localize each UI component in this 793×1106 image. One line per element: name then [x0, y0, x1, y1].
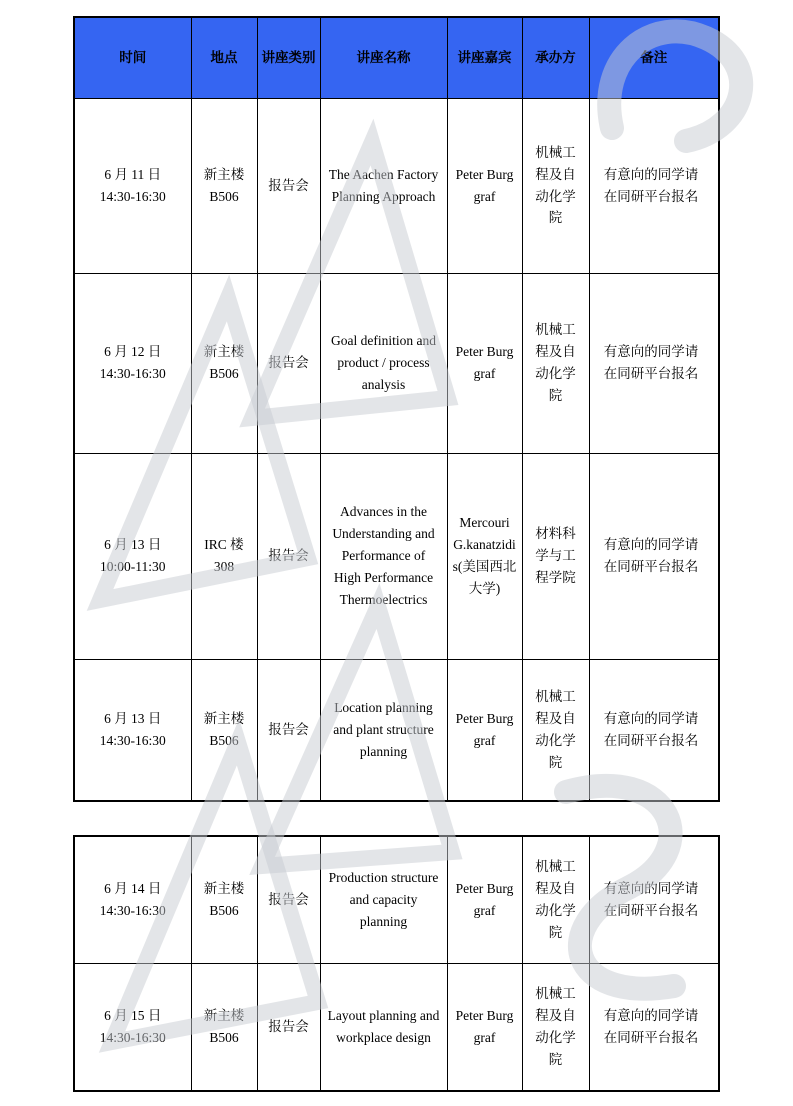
- cell-time: [74, 836, 191, 963]
- cell-title: Advances in the Understanding and Performance of High Performance Thermoelectrics: [320, 453, 447, 659]
- cell-time: [74, 98, 191, 273]
- cell-title: The Aachen Factory Planning Approach: [320, 98, 447, 273]
- time-text: 14:30-16:30: [99, 902, 166, 918]
- cell-remark: 有意向的同学请在同研平台报名: [589, 273, 719, 453]
- table-row: [74, 963, 719, 1091]
- cell-title: Location planning and plant structure planning: [320, 659, 447, 801]
- header-organizer: 承办方: [522, 17, 589, 98]
- lecture-schedule-table-1: [73, 16, 720, 802]
- time-text: 14:30-16:30: [99, 732, 166, 748]
- table-row: [74, 659, 719, 801]
- table-row: [74, 836, 719, 963]
- cell-guest: Peter Burggraf: [447, 98, 522, 273]
- date-text: 6 月 13 日: [104, 537, 162, 553]
- time-text: 14:30-16:30: [99, 366, 166, 381]
- cell-guest: Peter Burggraf: [447, 659, 522, 801]
- header-remark: 备注: [589, 17, 719, 98]
- table-row: [74, 98, 719, 273]
- cell-location: 新主楼 B506: [191, 963, 257, 1091]
- cell-time: [74, 963, 191, 1091]
- cell-organizer: 机械工程及自动化学院: [522, 273, 589, 453]
- header-row: [74, 17, 719, 98]
- cell-title: Layout planning and workplace design: [320, 963, 447, 1091]
- cell-organizer: 机械工程及自动化学院: [522, 98, 589, 273]
- cell-location: 新主楼 B506: [191, 98, 257, 273]
- cell-time: [74, 659, 191, 801]
- cell-organizer: 材料科学与工程学院: [522, 453, 589, 659]
- cell-location: 新主楼 B506: [191, 273, 257, 453]
- cell-organizer: 机械工程及自动化学院: [522, 659, 589, 801]
- cell-remark: 有意向的同学请在同研平台报名: [589, 836, 719, 963]
- header-location: 地点: [191, 17, 257, 98]
- cell-category: 报告会: [257, 273, 320, 453]
- header-title: 讲座名称: [320, 17, 447, 98]
- cell-organizer: 机械工程及自动化学院: [522, 963, 589, 1091]
- date-text: 6 月 15 日: [104, 1007, 162, 1023]
- cell-location: IRC 楼 308: [191, 453, 257, 659]
- date-text: 6 月 13 日: [104, 710, 162, 726]
- cell-time: [74, 453, 191, 659]
- cell-category: 报告会: [257, 659, 320, 801]
- time-text: 14:30-16:30: [99, 188, 166, 204]
- cell-title: Production structure and capacity planning: [320, 836, 447, 963]
- cell-title: Goal definition and product / process analysis: [320, 273, 447, 453]
- cell-guest: Peter Burggraf: [447, 273, 522, 453]
- header-guest: 讲座嘉宾: [447, 17, 522, 98]
- cell-category: 报告会: [257, 963, 320, 1091]
- date-text: 6 月 14 日: [104, 880, 162, 896]
- cell-guest: Peter Burggraf: [447, 963, 522, 1091]
- cell-location: 新主楼 B506: [191, 659, 257, 801]
- cell-guest: Mercouri G.kanatzidis(美国西北大学): [447, 453, 522, 659]
- cell-organizer: 机械工程及自动化学院: [522, 836, 589, 963]
- cell-category: 报告会: [257, 453, 320, 659]
- time-text: 10:00-11:30: [100, 559, 166, 574]
- cell-remark: 有意向的同学请在同研平台报名: [589, 98, 719, 273]
- table-row: [74, 273, 719, 453]
- cell-category: 报告会: [257, 98, 320, 273]
- date-text: 6 月 12 日: [104, 344, 162, 360]
- time-text: 14:30-16:30: [99, 1029, 166, 1045]
- cell-remark: 有意向的同学请在同研平台报名: [589, 659, 719, 801]
- header-time: 时间: [74, 17, 191, 98]
- lecture-schedule-table-2: [73, 835, 720, 1092]
- cell-location: 新主楼 B506: [191, 836, 257, 963]
- table-row: [74, 453, 719, 659]
- date-text: 6 月 11 日: [104, 166, 162, 182]
- cell-remark: 有意向的同学请在同研平台报名: [589, 963, 719, 1091]
- cell-remark: 有意向的同学请在同研平台报名: [589, 453, 719, 659]
- cell-guest: Peter Burggraf: [447, 836, 522, 963]
- cell-category: 报告会: [257, 836, 320, 963]
- header-category: 讲座类别: [257, 17, 320, 98]
- cell-time: [74, 273, 191, 453]
